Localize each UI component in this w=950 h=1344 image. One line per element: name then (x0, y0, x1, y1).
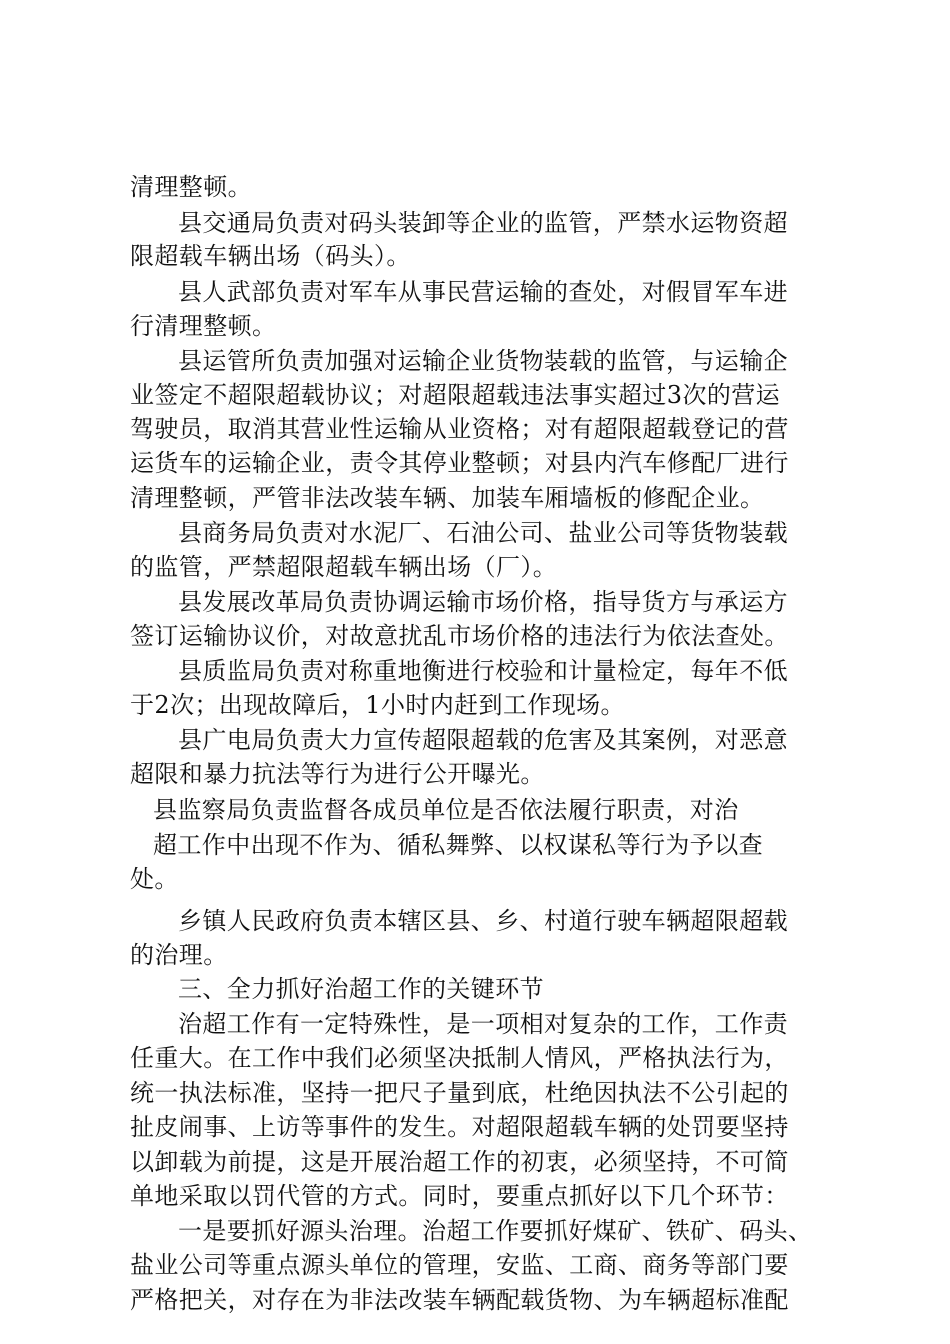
text-line: 严格把关，对存在为非法改装车辆配载货物、为车辆超标准配 (130, 1286, 789, 1314)
text-line: 乡镇人民政府负责本辖区县、乡、村道行驶车辆超限超载 (178, 907, 788, 935)
text-line: 业签定不超限超载协议；对超限超载违法事实超过3次的营运 (130, 381, 781, 409)
text-line: 县商务局负责对水泥厂、石油公司、盐业公司等货物装载 (178, 519, 788, 547)
text-line: 县质监局负责对称重地衡进行校验和计量检定，每年不低 (178, 657, 788, 685)
text-line: 清理整顿，严管非法改装车辆、加装车厢墙板的修配企业。 (130, 484, 765, 512)
text-line: 任重大。在工作中我们必须坚决抵制人情风，严格执法行为， (130, 1044, 789, 1072)
text-line: 县人武部负责对军车从事民营运输的查处，对假冒军车进 (178, 278, 788, 306)
text-line: 扯皮闹事、上访等事件的发生。对超限超载车辆的处罚要坚持 (130, 1113, 789, 1141)
text-line: 于2次；出现故障后，1小时内赶到工作现场。 (130, 691, 625, 719)
text-line: 超工作中出现不作为、循私舞弊、以权谋私等行为予以查 (153, 831, 763, 859)
text-line: 处。 (130, 865, 179, 893)
text-line: 超限和暴力抗法等行为进行公开曝光。 (130, 760, 545, 788)
text-line: 县交通局负责对码头装卸等企业的监管，严禁水运物资超 (178, 209, 788, 237)
text-line: 驾驶员，取消其营业性运输从业资格；对有超限超载登记的营 (130, 415, 789, 443)
text-line: 盐业公司等重点源头单位的管理，安监、工商、商务等部门要 (130, 1251, 789, 1279)
text-line: 治超工作有一定特殊性，是一项相对复杂的工作，工作责 (178, 1010, 788, 1038)
text-line: 单地采取以罚代管的方式。同时，要重点抓好以下几个环节： (130, 1182, 789, 1210)
text-line: 签订运输协议价，对故意扰乱市场价格的违法行为依法查处。 (130, 622, 789, 650)
section-heading: 三、全力抓好治超工作的关键环节 (178, 975, 544, 1003)
text-line: 统一执法标准，坚持一把尺子量到底，杜绝因执法不公引起的 (130, 1079, 789, 1107)
text-line: 的监管，严禁超限超载车辆出场（厂）。 (130, 553, 558, 581)
text-line: 限超载车辆出场（码头）。 (130, 242, 411, 270)
text-line: 运货车的运输企业，责令其停业整顿；对县内汽车修配厂进行 (130, 449, 789, 477)
text-line: 县广电局负责大力宣传超限超载的危害及其案例，对恶意 (178, 726, 788, 754)
text-line: 行清理整顿。 (130, 312, 277, 340)
text-line: 县监察局负责监督各成员单位是否依法履行职责，对治 (153, 796, 739, 824)
text-line: 县运管所负责加强对运输企业货物装载的监管，与运输企 (178, 347, 788, 375)
text-line: 以卸载为前提，这是开展治超工作的初衷，必须坚持，不可简 (130, 1148, 789, 1176)
text-line: 的治理。 (130, 941, 228, 969)
text-line: 一是要抓好源头治理。治超工作要抓好煤矿、铁矿、码头、 (178, 1217, 813, 1245)
text-line: 清理整顿。 (130, 173, 252, 201)
text-line: 县发展改革局负责协调运输市场价格，指导货方与承运方 (178, 588, 788, 616)
